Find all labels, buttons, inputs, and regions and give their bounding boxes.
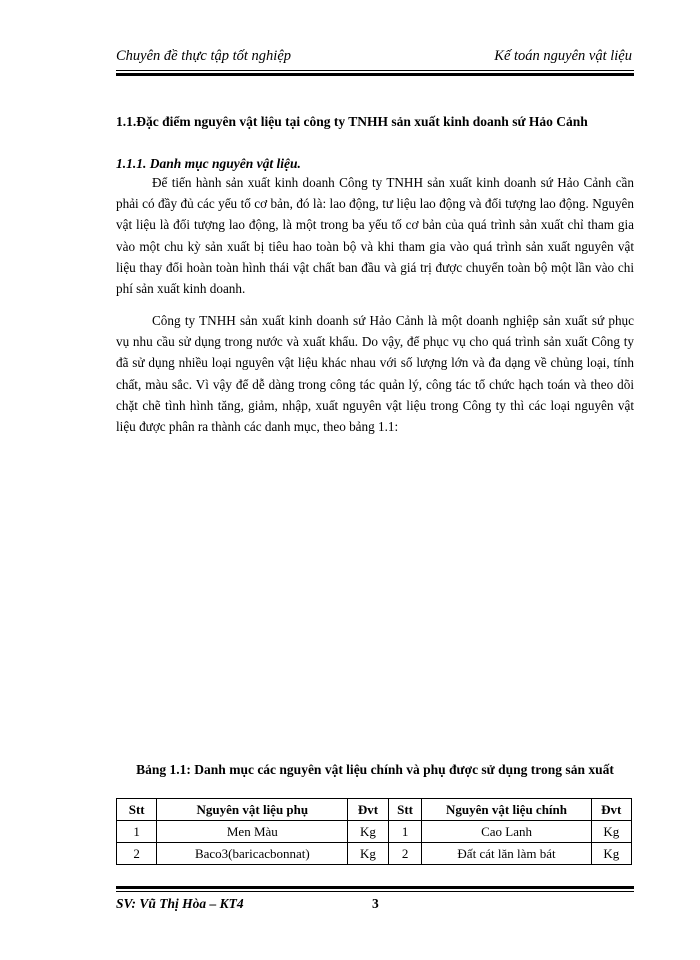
- cell-main-material: Cao Lanh: [422, 821, 591, 843]
- page-header: [116, 48, 634, 68]
- table-row: [117, 821, 632, 843]
- header-unit-main: Đvt: [591, 799, 631, 821]
- cell-stt: 2: [117, 843, 157, 865]
- header-secondary-material: Nguyên vật liệu phụ: [157, 799, 348, 821]
- page-footer: [116, 896, 634, 918]
- table-row: [117, 843, 632, 865]
- paragraph-2: Công ty TNHH sản xuất kinh doanh sứ Hảo Cảnh là một doanh nghiệp sản xuất sứ phục vụ nhu cầu sử dụng trong nước và xuất khẩu. Do vậy, để phục vụ cho quá trình sản xuất Công ty đã sử dụng nhiều loại nguyên vật liệu khác nhau với số lượng lớn và đa dạng về chủng loại, tính chất, màu sắc. Vì vậy để dễ dàng trong công tác quản lý, công tác tổ chức hạch toán và theo dõi chặt chẽ tình hình tăng, giảm, nhập, xuất nguyên vật liệu trong Công ty thì các loại nguyên vật liệu được phân ra thành các danh mục, theo bảng 1.1:: [116, 313, 634, 435]
- cell-unit: Kg: [348, 843, 388, 865]
- cell-main-material: Đất cát lăn làm bát: [422, 843, 591, 865]
- header-stt-main: Stt: [388, 799, 422, 821]
- cell-unit: Kg: [591, 821, 631, 843]
- cell-secondary-material: Baco3(baricacbonnat): [157, 843, 348, 865]
- paragraph-1: Để tiến hành sản xuất kinh doanh Công ty TNHH sản xuất kinh doanh sứ Hảo Cảnh cần phải có đầy đủ các yếu tố cơ bản, đó là: lao động, tư liệu lao động và đối tượng lao động. Nguyên vật liệu là đối tượng lao động, là một trong ba yếu tố cơ bản của quá trình sản xuất chỉ tham gia vào một chu kỳ sản xuất bị tiêu hao toàn bộ và khi tham gia vào quá trình sản xuất nguyên vật liệu thay đổi hoàn toàn hình thái vật chất ban đầu và giá trị được chuyển toàn bộ một lần vào chi phí sản xuất kinh doanh.: [116, 175, 634, 297]
- cell-unit: Kg: [348, 821, 388, 843]
- materials-table: [116, 798, 632, 865]
- header-rule-thick: [116, 73, 634, 76]
- table-header-row: [117, 799, 632, 821]
- header-rule-thin: [116, 70, 634, 71]
- cell-secondary-material: Men Màu: [157, 821, 348, 843]
- footer-rule-thick: [116, 886, 634, 889]
- subsection-title: 1.1.1. Danh mục nguyên vật liệu.: [116, 156, 301, 171]
- header-main-material: Nguyên vật liệu chính: [422, 799, 591, 821]
- section-title: 1.1.Đặc điểm nguyên vật liệu tại công ty TNHH sản xuất kinh doanh sứ Hảo Cảnh: [116, 114, 588, 129]
- cell-stt: 1: [388, 821, 422, 843]
- cell-unit: Kg: [591, 843, 631, 865]
- cell-stt: 1: [117, 821, 157, 843]
- footer-author: SV: Vũ Thị Hòa – KT4: [116, 896, 244, 911]
- header-stt-secondary: Stt: [117, 799, 157, 821]
- footer-rule-thin: [116, 891, 634, 892]
- header-unit-secondary: Đvt: [348, 799, 388, 821]
- table-caption: Bảng 1.1: Danh mục các nguyên vật liệu chính và phụ được sử dụng trong sản xuất: [136, 762, 614, 777]
- header-left-title: Chuyên đề thực tập tốt nghiệp: [116, 48, 292, 64]
- header-right-title: Kế toán nguyên vật liệu: [494, 48, 632, 64]
- cell-stt: 2: [388, 843, 422, 865]
- page-number: 3: [372, 896, 379, 911]
